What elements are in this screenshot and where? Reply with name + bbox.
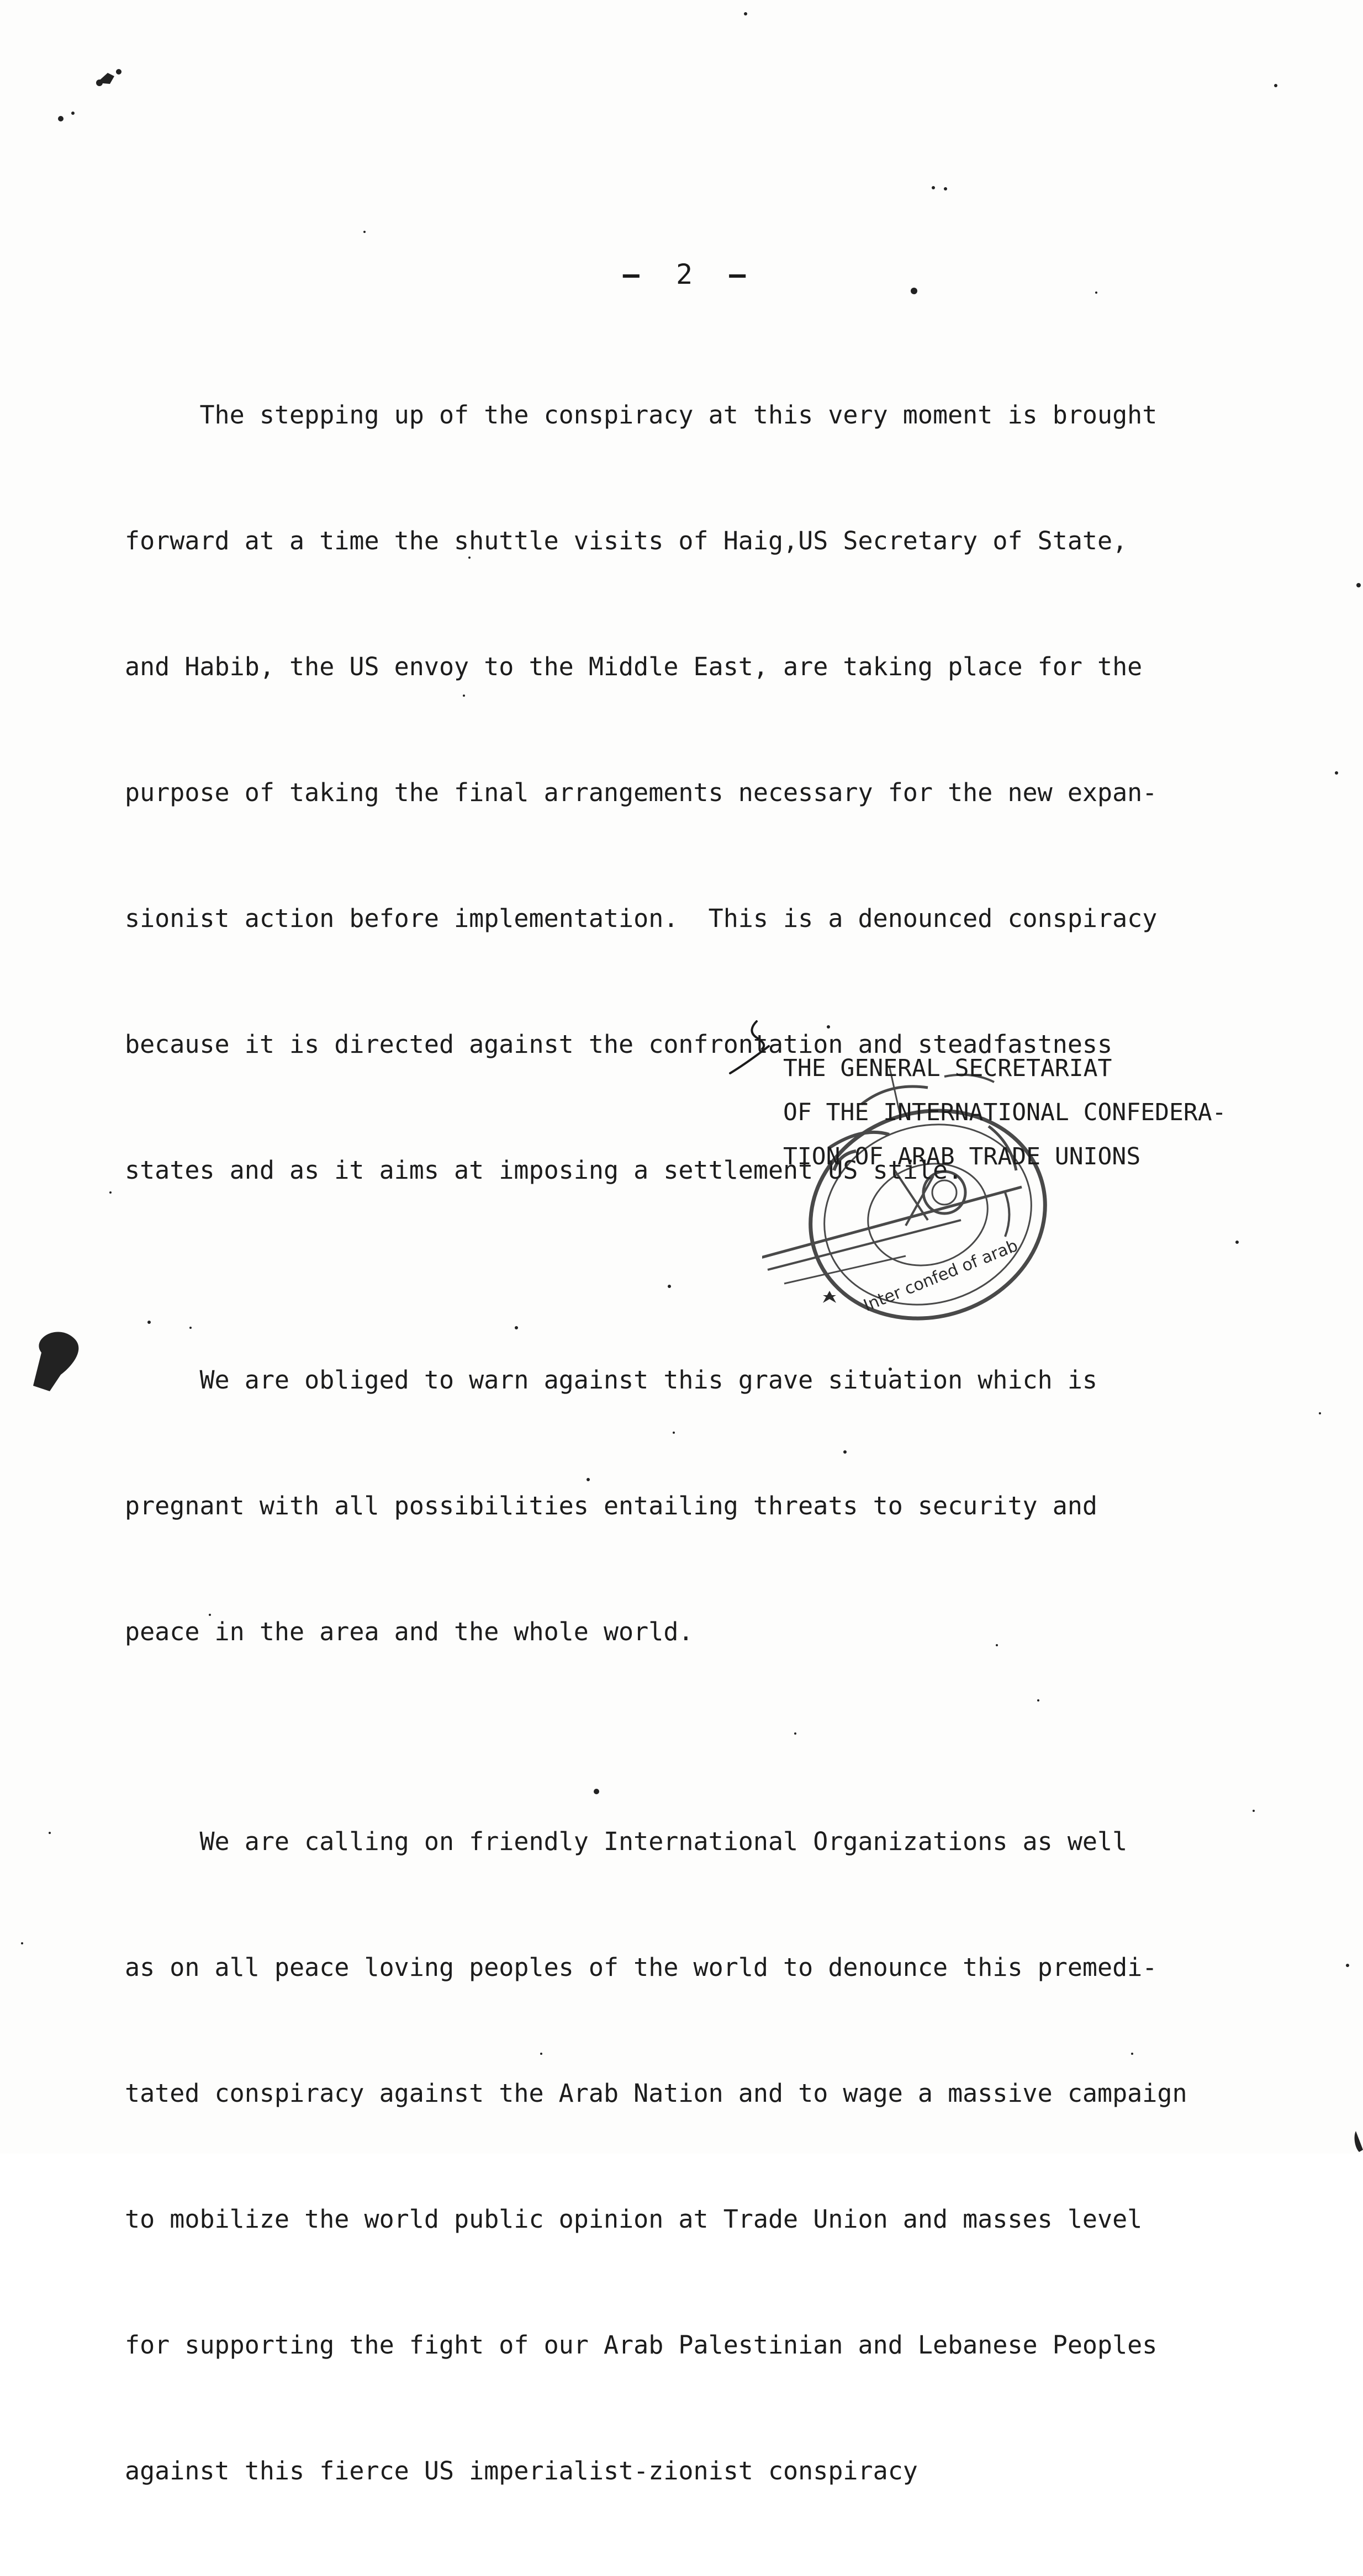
page-number-value: 2 [675,258,694,290]
page-number-dash-left: – [622,258,641,290]
page-number-dash-right: – [729,258,747,290]
text-line: because it is directed against the confrontation and steadfastness [125,1030,1113,1059]
signature-line: TION OF ARAB TRADE UNIONS [783,1143,1141,1170]
text-line: peace in the area and the whole world. [125,1617,694,1646]
text-line: We are obliged to warn against this grave situation which is [125,1365,1097,1395]
paragraph-2 [125,1275,1323,1737]
text-line: to mobilize the world public opinion at Trade Union and masses level [125,2204,1143,2234]
seal-text: Inter confed of arab [860,1236,1021,1316]
text-line: pregnant with all possibilities entailing threats to security and [125,1491,1097,1520]
page-number [580,258,790,290]
text-line: for supporting the fight of our Arab Palestinian and Lebanese Peoples [125,2330,1158,2360]
text-line: We are calling on friendly International Organizations as well [125,1827,1128,1856]
letter-body [125,310,1323,2576]
text-line: forward at a time the shuttle visits of Haig,US Secretary of State, [125,526,1128,555]
signature-line: THE GENERAL SECRETARIAT [783,1054,1112,1082]
text-line: states and as it aims at imposing a settlement US stile. [125,1156,963,1185]
text-line: against this fierce US imperialist-zionist conspiracy [125,2456,918,2485]
text-line: and Habib, the US envoy to the Middle East, are taking place for the [125,652,1143,681]
text-line: The stepping up of the conspiracy at this very moment is brought [125,400,1158,430]
paragraph-3 [125,1737,1323,2576]
signature-line: OF THE INTERNATIONAL CONFEDERA- [783,1099,1227,1126]
text-line: as on all peace loving peoples of the world to denounce this premedi- [125,1953,1158,1982]
text-line: purpose of taking the final arrangements necessary for the new expan- [125,778,1158,807]
text-line: sionist action before implementation. This is a denounced conspiracy [125,904,1158,933]
text-line: tated conspiracy against the Arab Nation and to wage a massive campaign [125,2079,1187,2108]
signature-block [783,1046,1335,1179]
